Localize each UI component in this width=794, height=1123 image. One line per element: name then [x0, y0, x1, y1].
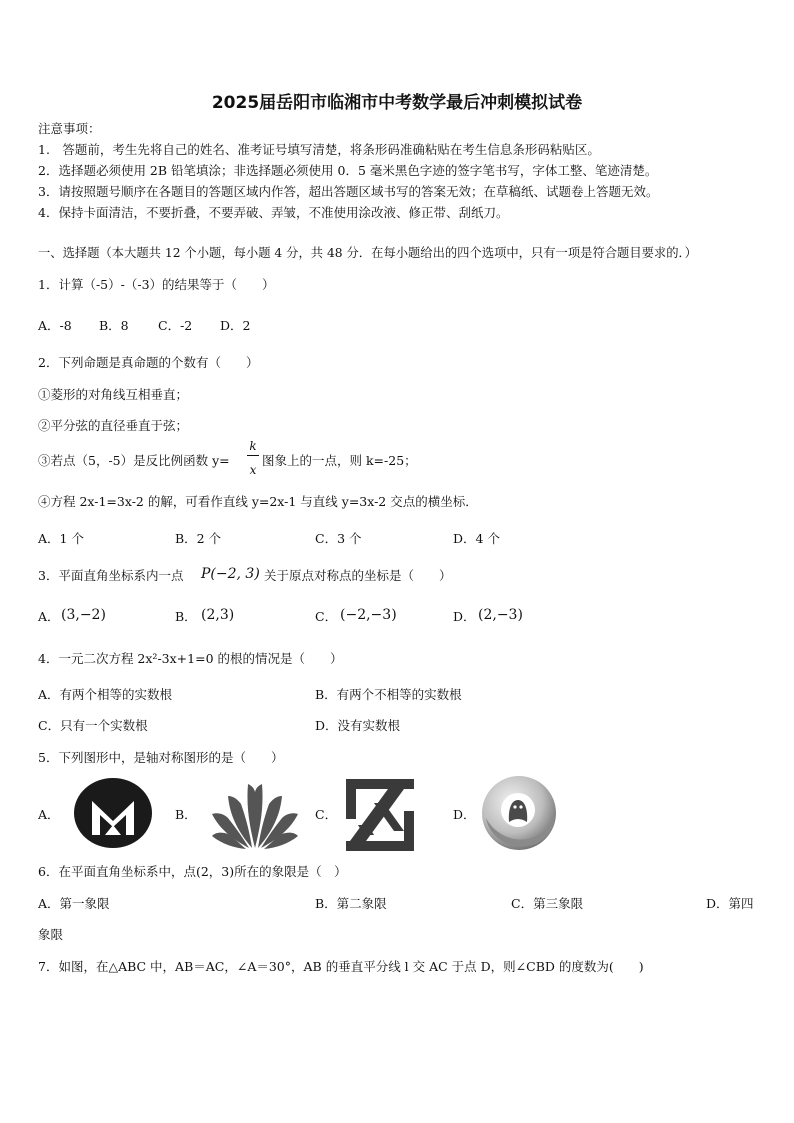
- q2-option-c: C．3 个: [315, 531, 362, 546]
- q2-statement-4: ④方程 2x-1=3x-2 的解，可看作直线 y=2x-1 与直线 y=3x-2 交点的横坐标．: [38, 494, 478, 509]
- question-2-stem: 2．下列命题是真命题的个数有（ ）: [38, 355, 259, 370]
- q1-option-b: B．8: [99, 318, 129, 333]
- q1-option-a: A．-8: [38, 318, 72, 333]
- q5-option-c-label: C．: [315, 807, 338, 822]
- section-heading: 一、选择题（本大题共 12 个小题，每小题 4 分，共 48 分．在每小题给出的四个选项中，只有一项是符合题目要求的．）: [38, 246, 697, 260]
- huawei-logo-icon: [208, 778, 302, 850]
- q2-option-a: A．1 个: [38, 531, 84, 546]
- q3-option-d-value: (2,−3): [478, 607, 523, 623]
- question-1-stem: 1．计算（-5）-（-3）的结果等于（ ）: [38, 277, 275, 292]
- fraction-denominator: x: [249, 463, 257, 477]
- q3-option-b-label: B．: [175, 609, 197, 624]
- q5-option-b-label: B．: [175, 807, 197, 822]
- q4-option-a: A．有两个相等的实数根: [38, 687, 173, 702]
- bank-logo-icon: [72, 777, 154, 849]
- q6-option-a: A．第一象限: [38, 896, 110, 911]
- q6-option-d: D．第四: [706, 896, 754, 911]
- q4-option-b: B．有两个不相等的实数根: [315, 687, 462, 702]
- question-7-stem: 7．如图，在△ABC 中，AB＝AC，∠A＝30°，AB 的垂直平分线 l 交 AC 于点 D，则∠CBD 的度数为( ): [38, 959, 644, 974]
- fraction-numerator: k: [249, 439, 257, 453]
- q2-statement-3-tail: 图象上的一点，则 k=-25；: [262, 453, 417, 468]
- q2-option-d: D．4 个: [453, 531, 500, 546]
- notice-heading: 注意事项：: [38, 121, 101, 136]
- q4-option-d: D．没有实数根: [315, 718, 401, 733]
- q6-option-b: B．第二象限: [315, 896, 387, 911]
- q2-statement-1: ①菱形的对角线互相垂直；: [38, 387, 189, 402]
- q2-statement-3: ③若点（5，-5）是反比例函数 y=: [38, 453, 230, 468]
- q3-stem-tail: 关于原点对称点的坐标是（ ）: [264, 568, 452, 583]
- question-4-stem: 4．一元二次方程 2x²-3x+1=0 的根的情况是（ ）: [38, 651, 343, 666]
- question-6-stem: 6．在平面直角坐标系中，点(2，3)所在的象限是（ ）: [38, 864, 347, 879]
- q3-point: P(−2, 3): [201, 566, 260, 582]
- q3-option-b-value: (2,3): [201, 607, 235, 623]
- q3-option-c-value: (−2,−3): [340, 607, 397, 623]
- notice-item: 1. 答题前，考生先将自己的姓名、准考证号填写清楚，将条形码准确粘贴在考生信息条形码粘贴区。: [38, 142, 600, 157]
- q1-option-d: D．2: [220, 318, 251, 333]
- q4-option-c: C．只有一个实数根: [38, 718, 148, 733]
- qq-logo-icon: [480, 774, 558, 852]
- q1-option-c: C．-2: [158, 318, 193, 333]
- q2-statement-2: ②平分弦的直径垂直于弦；: [38, 418, 189, 433]
- q6-option-d-wrap: 象限: [38, 927, 64, 942]
- q5-option-d-label: D．: [453, 807, 476, 822]
- q3-option-d-label: D．: [453, 609, 476, 624]
- q6-option-c: C．第三象限: [511, 896, 584, 911]
- q5-option-a-label: A．: [38, 807, 60, 822]
- notice-item: 3．请按照题号顺序在各题目的答题区域内作答，超出答题区域书写的答案无效；在草稿纸、试题卷上答题无效。: [38, 184, 659, 199]
- q3-option-c-label: C．: [315, 609, 338, 624]
- notice-item: 4．保持卡面清洁，不要折叠，不要弄破、弄皱，不准使用涂改液、修正带、刮纸刀。: [38, 205, 509, 220]
- question-5-stem: 5．下列图形中，是轴对称图形的是（ ）: [38, 750, 284, 765]
- fraction-bar: [247, 455, 259, 456]
- notice-item: 2．选择题必须使用 2B 铅笔填涂；非选择题必须使用 0．5 毫米黑色字迹的签字笔书写，字体工整、笔迹清楚。: [38, 163, 658, 178]
- page-title: 2025届岳阳市临湘市中考数学最后冲刺模拟试卷: [211, 93, 583, 113]
- question-3-stem: 3．平面直角坐标系内一点: [38, 568, 184, 583]
- q3-option-a-value: (3,−2): [61, 607, 106, 623]
- abstract-square-logo-icon: [344, 777, 416, 853]
- q3-option-a-label: A．: [38, 609, 60, 624]
- q2-option-b: B．2 个: [175, 531, 222, 546]
